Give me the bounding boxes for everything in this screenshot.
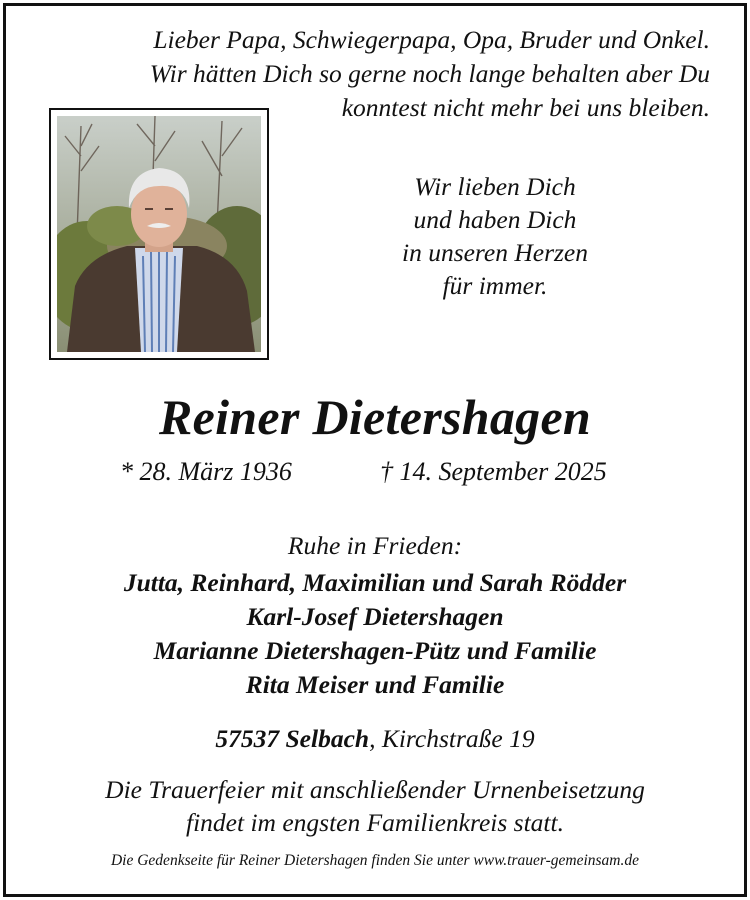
funeral-note-line: findet im engsten Familienkreis statt. — [186, 808, 564, 837]
quote-side-line: und haben Dich — [413, 205, 577, 234]
address-postal-city: 57537 Selbach — [215, 724, 370, 753]
mourner-line: Rita Meiser und Familie — [245, 670, 505, 699]
birth-date: * 28. März 1936 — [120, 457, 292, 486]
mourner-line: Marianne Dietershagen-Pütz und Familie — [153, 636, 597, 665]
mourner-line: Karl-Josef Dietershagen — [246, 602, 504, 631]
mourner-line: Jutta, Reinhard, Maximilian und Sarah Rödder — [123, 568, 627, 597]
mourning-address — [0, 724, 750, 754]
quote-side-line: für immer. — [442, 271, 548, 300]
address-separator: , — [369, 724, 376, 753]
deceased-name: Reiner Dietershagen — [158, 389, 592, 445]
quote-top-line: Lieber Papa, Schwiegerpapa, Opa, Bruder und Onkel. — [153, 25, 710, 54]
quote-side — [350, 170, 640, 302]
portrait-image — [57, 116, 261, 352]
mourners-list — [0, 566, 750, 702]
funeral-note-line: Die Trauerfeier mit anschließender Urnenbeisetzung — [105, 775, 645, 804]
address-street: Kirchstraße 19 — [375, 724, 535, 753]
funeral-note — [0, 773, 750, 839]
portrait-photo — [49, 108, 269, 360]
quote-top-line: Wir hätten Dich so gerne noch lange behalten aber Du — [149, 59, 710, 88]
quote-side-line: Wir lieben Dich — [414, 172, 576, 201]
quote-top-line: konntest nicht mehr bei uns bleiben. — [341, 93, 710, 122]
memorial-page-footer: Die Gedenkseite für Reiner Dietershagen finden Sie unter www.trauer-gemeinsam.de — [110, 852, 639, 869]
rest-in-peace-label: Ruhe in Frieden: — [287, 531, 463, 560]
quote-side-line: in unseren Herzen — [401, 238, 589, 267]
death-date: † 14. September 2025 — [380, 457, 607, 486]
